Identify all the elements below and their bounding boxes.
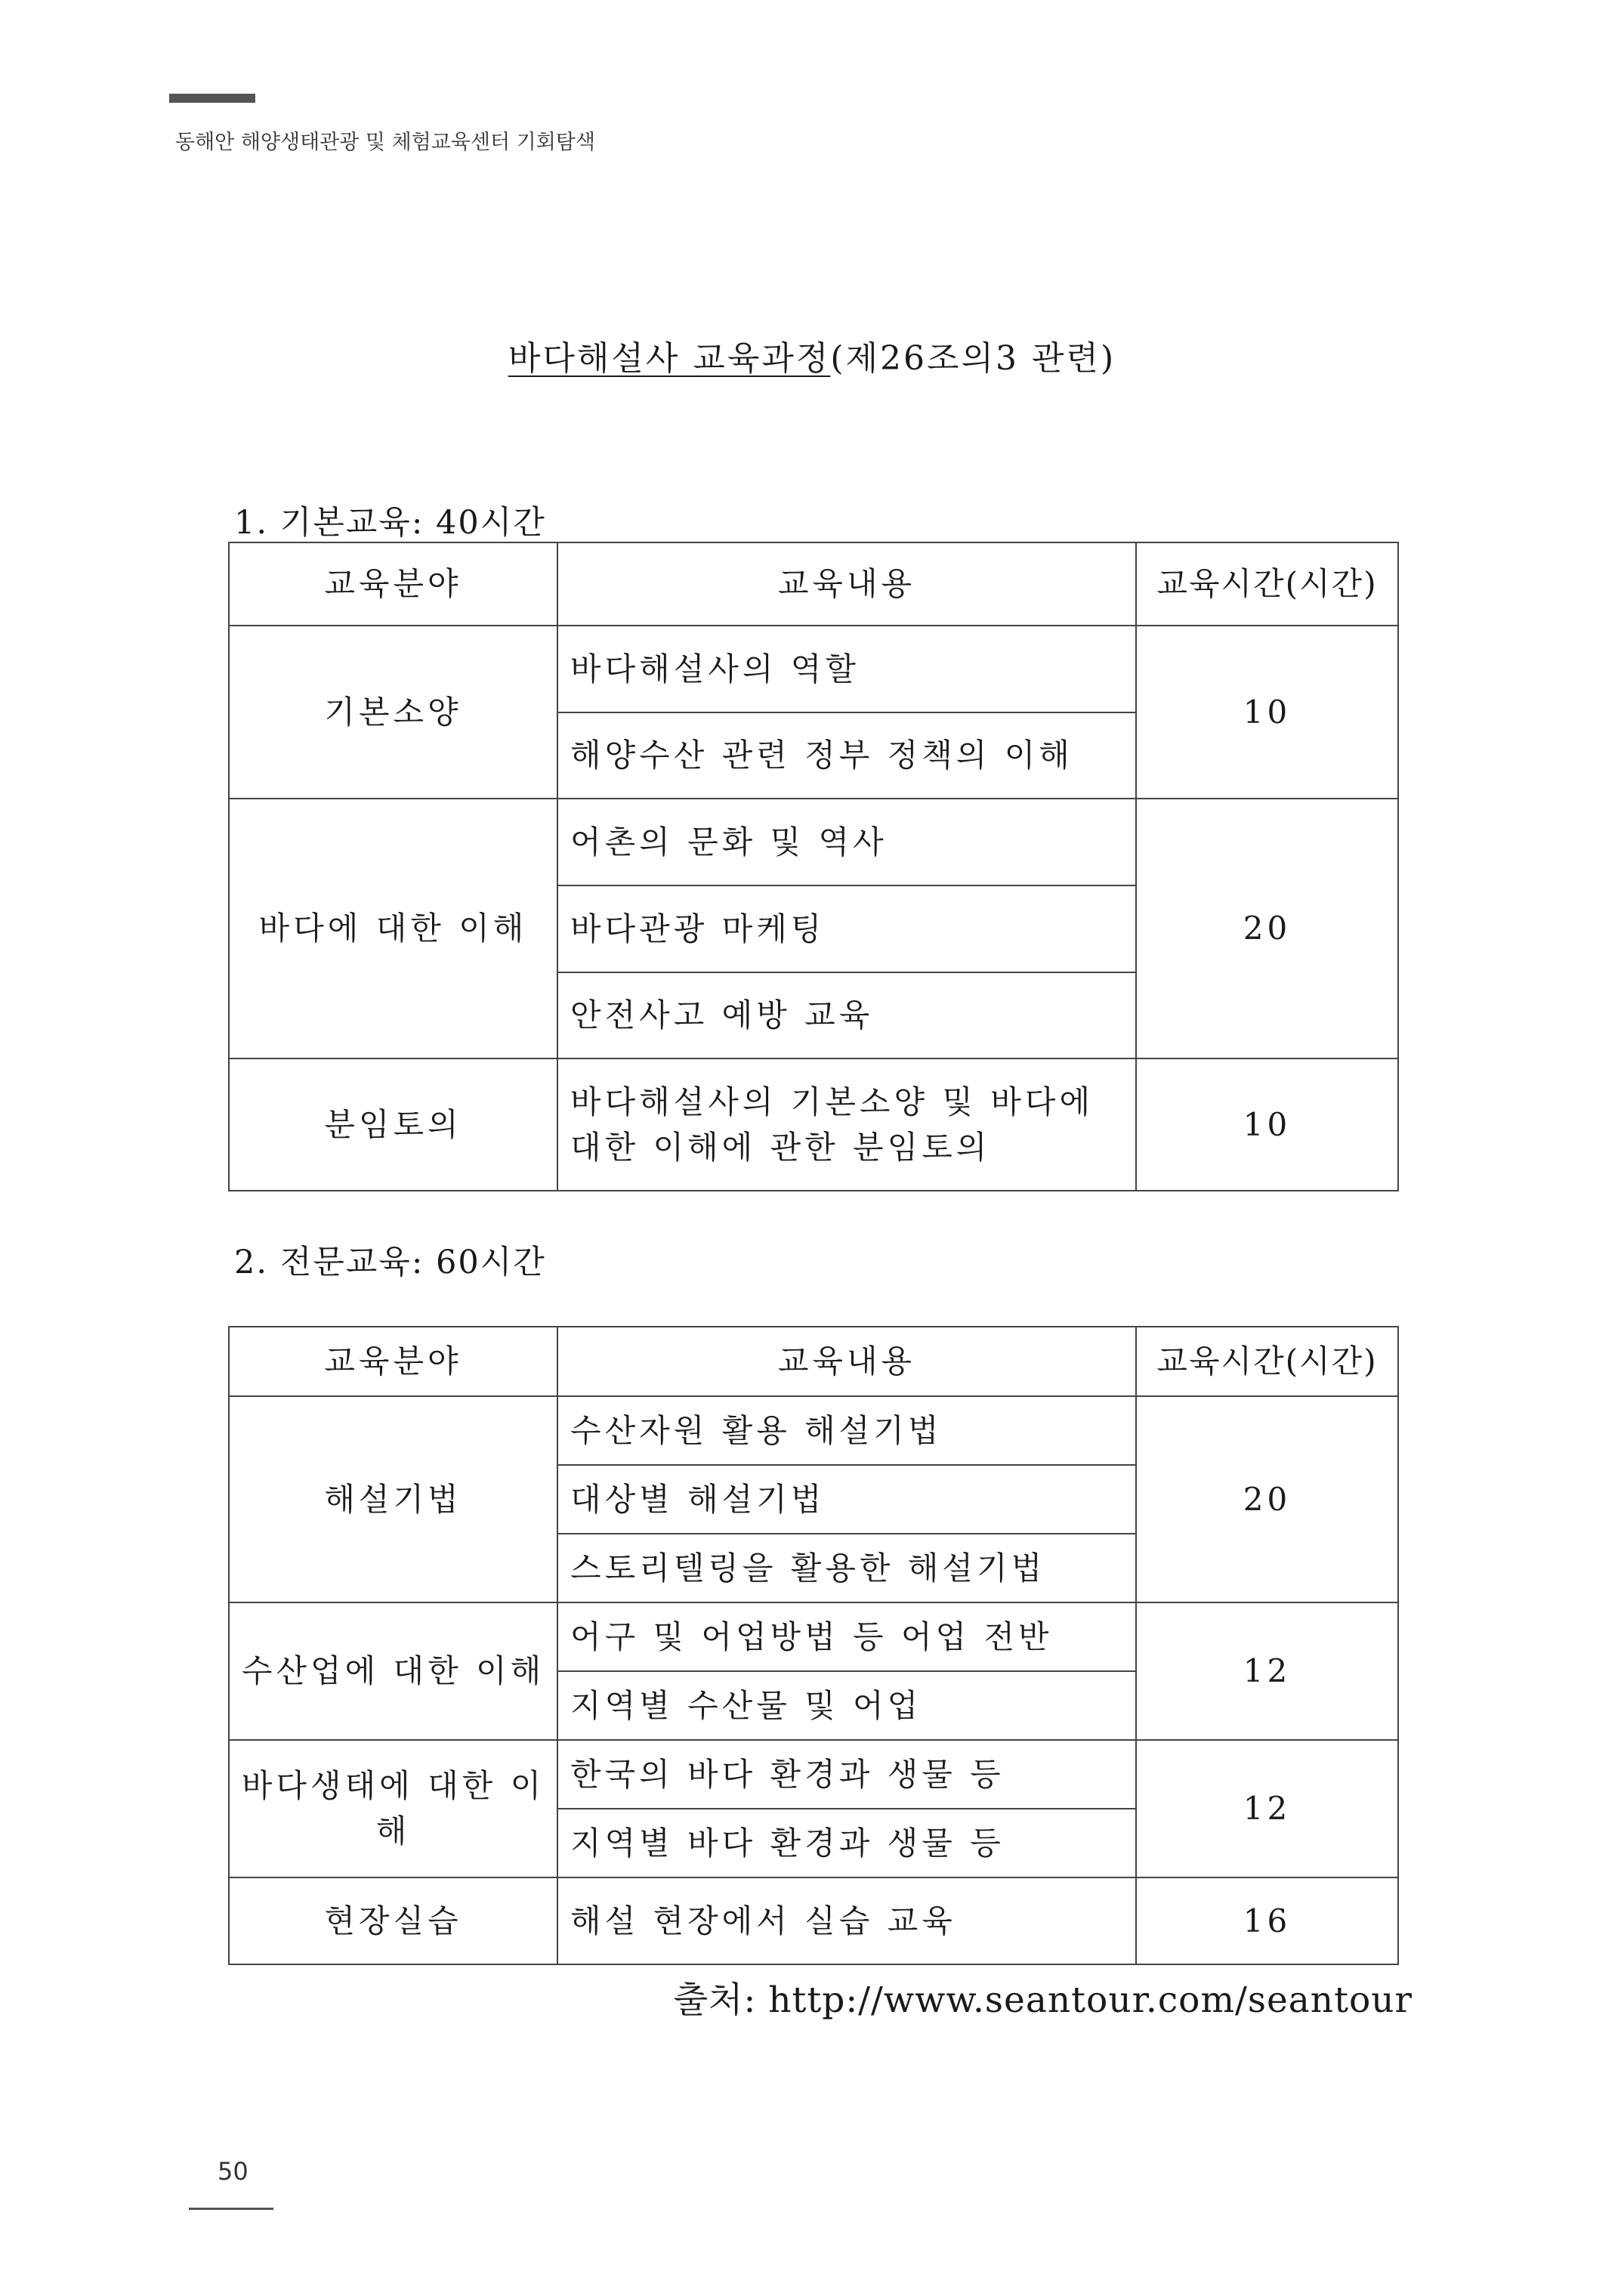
title-underlined: 바다해설사 교육과정 (508, 339, 831, 378)
title-rest: (제26조의3 관련) (830, 339, 1116, 378)
header-bar (169, 94, 255, 103)
section1-heading: 1. 기본교육: 40시간 (234, 504, 546, 542)
field-cell: 해설기법 (229, 1396, 557, 1602)
basic-education-table (228, 542, 1399, 1191)
hours-cell: 20 (1136, 1396, 1398, 1602)
content-cell: 지역별 바다 환경과 생물 등 (557, 1809, 1136, 1877)
hours-cell: 12 (1136, 1602, 1398, 1740)
field-cell: 기본소양 (229, 626, 557, 799)
table-header-row (229, 542, 1398, 626)
content-cell: 바다해설사의 기본소양 및 바다에 대한 이해에 관한 분임토의 (557, 1058, 1136, 1191)
header-content: 교육내용 (557, 542, 1136, 626)
header-content: 교육내용 (557, 1327, 1136, 1396)
header-hours: 교육시간(시간) (1136, 1327, 1398, 1396)
document-title (0, 331, 1624, 379)
table-row (229, 1396, 1398, 1465)
field-cell: 현장실습 (229, 1877, 557, 1964)
field-cell: 수산업에 대한 이해 (229, 1602, 557, 1740)
content-cell: 해양수산 관련 정부 정책의 이해 (557, 712, 1136, 799)
running-header: 동해안 해양생태관광 및 체험교육센터 기회탐색 (175, 131, 595, 154)
hours-cell: 10 (1136, 626, 1398, 799)
field-cell: 바다생태에 대한 이해 (229, 1740, 557, 1877)
page-number: 50 (218, 2157, 249, 2186)
table-row (229, 1740, 1398, 1809)
hours-cell: 20 (1136, 799, 1398, 1058)
content-cell: 바다해설사의 역할 (557, 626, 1136, 712)
header-field: 교육분야 (229, 542, 557, 626)
content-cell: 어구 및 어업방법 등 어업 전반 (557, 1602, 1136, 1671)
field-cell: 분임토의 (229, 1058, 557, 1191)
table-header-row (229, 1327, 1398, 1396)
hours-cell: 12 (1136, 1740, 1398, 1877)
footer-line (189, 2208, 273, 2210)
content-cell: 바다관광 마케팅 (557, 885, 1136, 972)
content-cell: 어촌의 문화 및 역사 (557, 799, 1136, 885)
hours-cell: 16 (1136, 1877, 1398, 1964)
section2-heading: 2. 전문교육: 60시간 (234, 1244, 546, 1281)
table-row (229, 626, 1398, 712)
content-cell: 수산자원 활용 해설기법 (557, 1396, 1136, 1465)
table-row (229, 1602, 1398, 1671)
specialized-education-table (228, 1326, 1399, 1965)
content-cell: 대상별 해설기법 (557, 1465, 1136, 1534)
header-field: 교육분야 (229, 1327, 557, 1396)
hours-cell: 10 (1136, 1058, 1398, 1191)
content-cell: 지역별 수산물 및 어업 (557, 1671, 1136, 1740)
header-hours: 교육시간(시간) (1136, 542, 1398, 626)
source-citation: 출처: http://www.seantour.com/seantour (673, 1979, 1413, 2021)
content-cell: 해설 현장에서 실습 교육 (557, 1877, 1136, 1964)
content-cell: 한국의 바다 환경과 생물 등 (557, 1740, 1136, 1809)
content-cell: 안전사고 예방 교육 (557, 972, 1136, 1058)
content-cell: 스토리텔링을 활용한 해설기법 (557, 1534, 1136, 1602)
table-row (229, 1877, 1398, 1964)
field-cell: 바다에 대한 이해 (229, 799, 557, 1058)
table-row (229, 1058, 1398, 1191)
table-row (229, 799, 1398, 885)
